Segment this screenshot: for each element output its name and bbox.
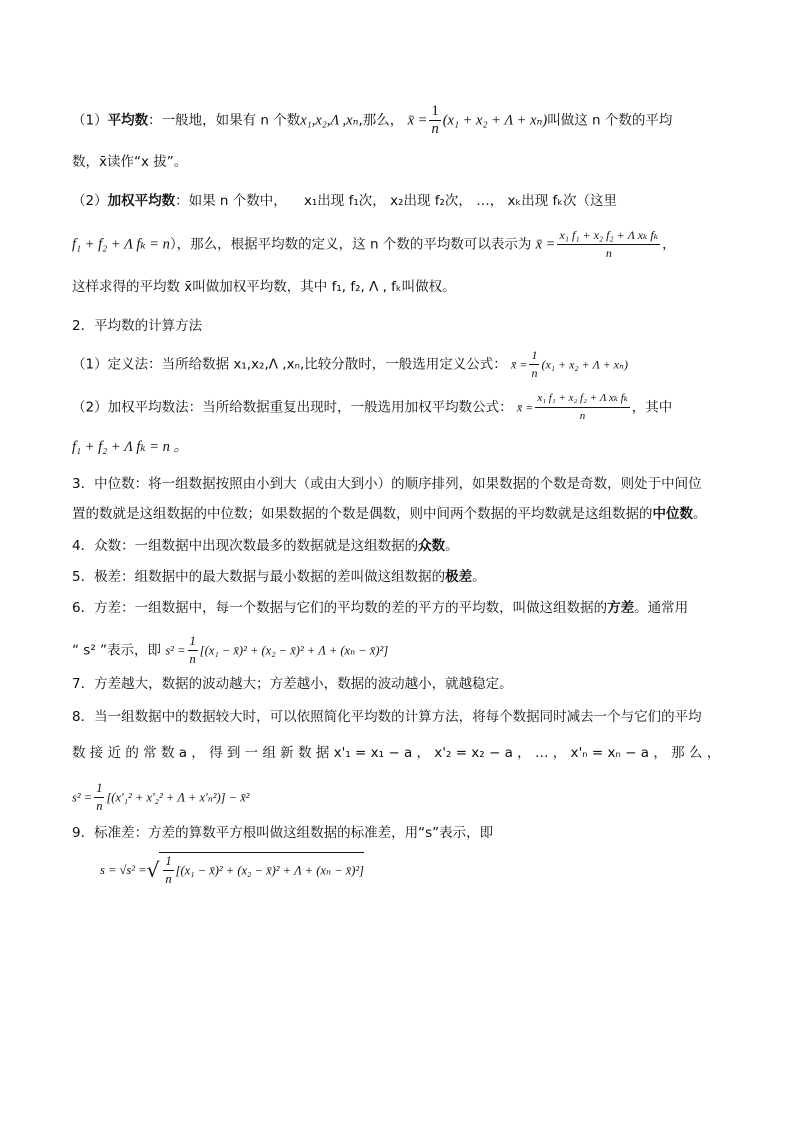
definition-method-text: （1）定义法：当所给数据 x₁,x₂,Λ ,xₙ,比较分散时，一般选用定义公式： (72, 356, 507, 373)
weighted-mean-line1 (72, 191, 724, 211)
weighted-term: 加权平均数 (107, 193, 176, 209)
weighted-method-lhs: x̄ = (516, 400, 534, 415)
weighted-method-line1 (72, 390, 724, 425)
mean-text-a: ：一般地，如果有 n 个数 (148, 112, 301, 129)
variance-lhs: s² = (165, 643, 186, 658)
mode-term: 众数 (418, 538, 446, 554)
mean-fraction (429, 103, 440, 138)
range-text-a: 5．极差：组数据中的最大数据与最小数据的差叫做这组数据的 (72, 569, 446, 585)
range-term: 极差 (445, 569, 473, 585)
mean-label: （1） (72, 112, 108, 129)
std-dev-rhs: [(x₁ − x̄)² + (x₂ − x̄)² + Λ + (xₙ − x̄)²] (175, 863, 365, 878)
weighted-method-fraction (535, 390, 629, 425)
std-dev-formula (100, 852, 724, 888)
simplified-variance-line2: 数 接 近 的 常 数 a ， 得 到 一 组 新 数 据 x'₁ = x₁ − a ， x'₂ = x₂ − a ， … ， x'ₙ = xₙ − a ， 那 么 ， (72, 745, 721, 761)
weighted-mean-line2 (72, 227, 724, 262)
weighted-method-text: （2）加权平均数法：当所给数据重复出现时，一般选用加权平均数公式： (72, 399, 513, 416)
weighted-mean-line3: 这样求得的平均数 x̄叫做加权平均数，其中 f₁, f₂, Λ , fₖ叫做权。 (72, 279, 456, 295)
mean-vars: x₁,x₂,Λ ,xₙ (300, 112, 359, 129)
median-text-a: 置的数就是这组数据的中位数；如果数据的个数是偶数，则中间两个数据的平均数就是这组数据的 (72, 506, 653, 522)
std-dev-frac-den: n (165, 872, 172, 886)
weighted-lhs: x̄ = (535, 236, 556, 253)
sqrt-icon: √ $\frac{1}{n}$ [(x₁ − x̄)² + (x₂ − x̄)² + Λ + (xₙ − x̄)²] (146, 854, 365, 886)
range-text-c: 。 (472, 569, 486, 585)
simplified-variance-line1: 8．当一组数据中的数据较大时，可以依照简化平均数的计算方法，将每个数据同时减去一个与它们的平均 (72, 709, 702, 725)
definition-rhs: (x₁ + x₂ + Λ + xₙ) (541, 357, 628, 372)
section-2-heading: 2．平均数的计算方法 (72, 318, 203, 334)
median-line1: 3．中位数：将一组数据按照由小到大（或由大到小）的顺序排列，如果数据的个数是奇数，则处于中间位 (72, 476, 702, 492)
mean-text-b: ,那么， (358, 112, 404, 129)
definition-frac-num: 1 (529, 347, 539, 365)
weighted-p1: x₁出现 f₁次， (303, 193, 386, 209)
definition-lhs: x̄ = (511, 357, 528, 372)
simplified-rhs: [(x'₁² + x'₂² + Λ + x'ₙ²)] − x̄² (106, 790, 250, 805)
weighted-text-b: ），那么，根据平均数的定义，这 n 个数的平均数可以表示为 (169, 236, 532, 253)
mean-lhs: x̄ = (407, 112, 428, 129)
median-text-c: 。 (693, 506, 707, 522)
std-dev-frac-num: 1 (163, 853, 173, 871)
definition-fraction (529, 347, 539, 382)
variance-stability-line: 7．方差越大，数据的波动越大；方差越小，数据的波动越小，就越稳定。 (72, 676, 513, 692)
variance-fraction (188, 633, 198, 668)
variance-text-b: “ s² ”表示，即 (72, 642, 162, 659)
mean-rhs: (x₁ + x₂ + Λ + xₙ) (442, 112, 548, 129)
definition-method-line (72, 347, 724, 382)
weighted-label: （2） (72, 193, 108, 209)
weighted-fraction (557, 227, 660, 262)
weighted-p4: xₖ出现 fₖ次（这里 (507, 193, 618, 209)
weighted-method-frac-num: x₁ f₁ + x₂ f₂ + Λ xₖ fₖ (535, 390, 629, 408)
mean-term: 平均数 (107, 112, 149, 129)
median-line2 (72, 504, 724, 524)
mean-text-c: 叫做这 n 个数的平均 (547, 112, 673, 129)
weighted-sum-f: f₁ + f₂ + Λ fₖ = n (72, 236, 170, 253)
std-dev-fraction (163, 853, 173, 888)
variance-frac-num: 1 (188, 633, 198, 651)
weighted-text-c: ， (662, 236, 676, 253)
variance-frac-den: n (189, 652, 196, 666)
mean-frac-num: 1 (431, 103, 439, 119)
variance-line2 (72, 633, 724, 668)
simplified-fraction (94, 780, 104, 815)
simplified-frac-den: n (96, 799, 103, 813)
median-term: 中位数 (652, 506, 693, 522)
variance-text-c: 。通常用 (634, 600, 689, 616)
mean-definition-line1 (72, 103, 724, 138)
weighted-p3: …， (476, 193, 504, 209)
weighted-frac-den: n (605, 246, 612, 260)
mode-text-c: 。 (445, 538, 459, 554)
weighted-text-a: ：如果 n 个数中， (175, 193, 287, 209)
variance-term: 方差 (607, 600, 635, 616)
weighted-method-frac-den: n (579, 410, 586, 422)
mean-definition-line2: 数，x̄读作“x 拔”。 (72, 154, 188, 170)
weighted-p2: x₂出现 f₂次， (390, 193, 472, 209)
variance-rhs: [(x₁ − x̄)² + (x₂ − x̄)² + Λ + (xₙ − x̄)²] (199, 643, 389, 658)
weighted-frac-num: x₁ f₁ + x₂ f₂ + Λ xₖ fₖ (557, 227, 660, 245)
std-dev-line1: 9．标准差：方差的算数平方根叫做这组数据的标准差，用“s”表示，即 (72, 825, 494, 841)
definition-frac-den: n (531, 366, 538, 380)
std-dev-lhs: s = √s² = (100, 863, 147, 877)
weighted-method-line2: f₁ + f₂ + Λ fₖ = n 。 (72, 439, 189, 455)
simplified-frac-num: 1 (94, 780, 104, 798)
mean-frac-den: n (431, 121, 439, 137)
mode-line (72, 536, 724, 556)
variance-line1 (72, 598, 724, 618)
simplified-variance-line3 (72, 780, 724, 815)
mode-text-a: 4．众数：一组数据中出现次数最多的数据就是这组数据的 (72, 538, 419, 554)
simplified-lhs: s² = (72, 790, 93, 805)
range-line (72, 567, 724, 587)
variance-text-a: 6．方差：一组数据中，每一个数据与它们的平均数的差的平方的平均数，叫做这组数据的 (72, 600, 608, 616)
weighted-method-tail: ，其中 (631, 399, 673, 416)
